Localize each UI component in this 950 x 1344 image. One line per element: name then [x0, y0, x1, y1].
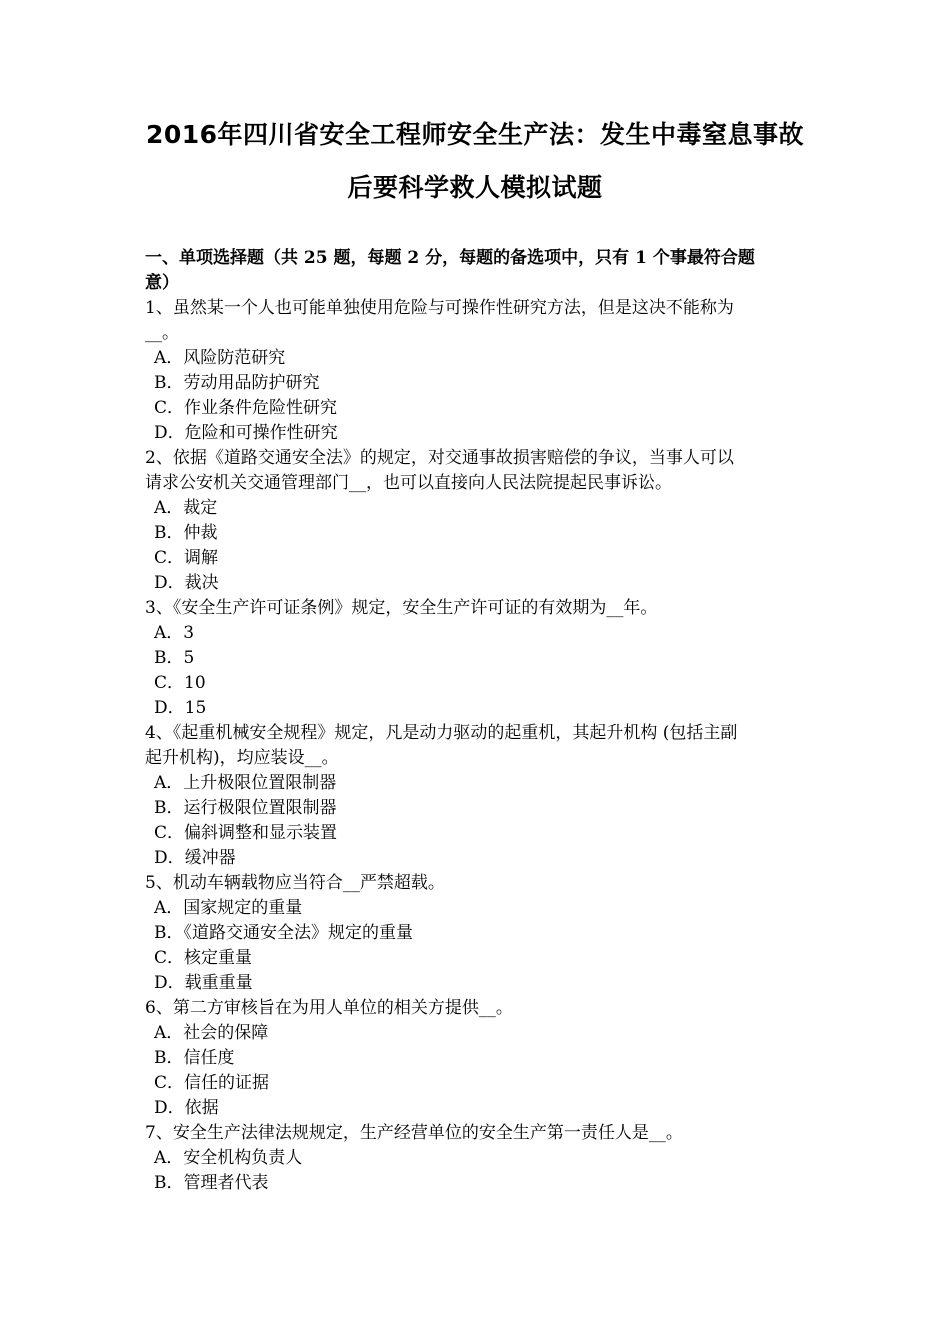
question-6-option-b: B．信任度 [154, 1048, 235, 1068]
question-2-option-a: A．裁定 [154, 498, 218, 518]
question-6-option-a: A．社会的保障 [154, 1023, 269, 1043]
document-body [145, 246, 813, 1196]
question-3-option-d: D．15 [154, 698, 207, 718]
question-6-option-c: C．信任的证据 [154, 1073, 270, 1093]
question-1-option-b: B．劳动用品防护研究 [154, 373, 320, 393]
document-title-line-1: 2016年四川省安全工程师安全生产法：发生中毒窒息事故 [145, 120, 805, 149]
question-5-option-d: D．载重重量 [154, 973, 253, 993]
question-4-line-2: 起升机构)，均应装设__。 [145, 748, 339, 768]
question-6-line-1: 6、第二方审核旨在为用人单位的相关方提供__。 [145, 998, 513, 1018]
question-1-option-a: A．风险防范研究 [154, 348, 286, 368]
question-2-option-d: D．裁决 [154, 573, 219, 593]
question-4-line-1: 4、《起重机械安全规程》规定，凡是动力驱动的起重机，其起升机构 (包括主副 [145, 723, 738, 743]
question-2-option-c: C．调解 [154, 548, 219, 568]
question-5-line-1: 5、机动车辆载物应当符合__严禁超载。 [145, 873, 445, 893]
document-title-line-2: 后要科学救人模拟试题 [347, 173, 603, 202]
question-1-line-2: __。 [145, 323, 179, 343]
question-4-option-d: D．缓冲器 [154, 848, 236, 868]
question-1-option-c: C．作业条件危险性研究 [154, 398, 338, 418]
question-3-option-a: A．3 [154, 623, 195, 643]
question-3-line-1: 3、《安全生产许可证条例》规定，安全生产许可证的有效期为__年。 [145, 598, 658, 618]
question-2-option-b: B．仲裁 [154, 523, 218, 543]
question-5-option-c: C．核定重量 [154, 948, 253, 968]
question-2-line-1: 2、依据《道路交通安全法》的规定，对交通事故损害赔偿的争议，当事人可以 [145, 448, 734, 468]
question-5-option-b: B．《道路交通安全法》规定的重量 [154, 923, 413, 943]
question-4-option-a: A．上升极限位置限制器 [154, 773, 337, 793]
question-7-option-b: B．管理者代表 [154, 1173, 269, 1193]
question-4-option-b: B．运行极限位置限制器 [154, 798, 337, 818]
question-3-option-c: C．10 [154, 673, 206, 693]
question-7-option-a: A．安全机构负责人 [154, 1148, 303, 1168]
question-3-option-b: B．5 [154, 648, 195, 668]
question-6-option-d: D．依据 [154, 1098, 219, 1118]
question-1-option-d: D．危险和可操作性研究 [154, 423, 338, 443]
section-heading-line-1: 一、单项选择题（共 25 题，每题 2 分，每题的备选项中，只有 1 个事最符合题 [145, 248, 755, 268]
question-4-option-c: C．偏斜调整和显示装置 [154, 823, 338, 843]
question-2-line-2: 请求公安机关交通管理部门__，也可以直接向人民法院提起民事诉讼。 [145, 473, 672, 493]
section-heading-line-2: 意） [145, 273, 179, 293]
question-1-line-1: 1、虽然某一个人也可能单独使用危险与可操作性研究方法，但是这决不能称为 [145, 298, 734, 318]
question-5-option-a: A．国家规定的重量 [154, 898, 303, 918]
question-7-line-1: 7、安全生产法律法规规定，生产经营单位的安全生产第一责任人是__。 [145, 1123, 683, 1143]
